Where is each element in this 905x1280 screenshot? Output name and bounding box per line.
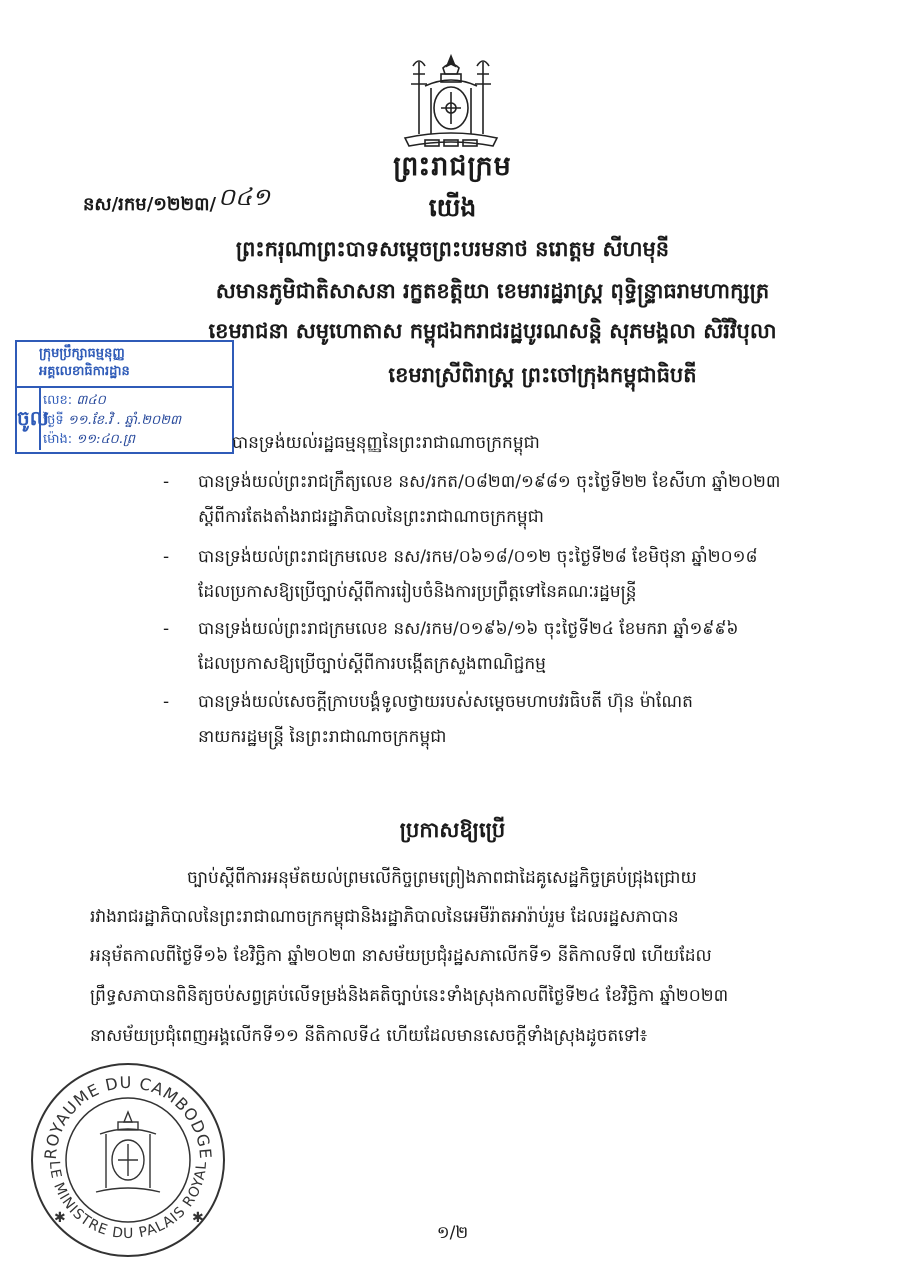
stamp-date-label: ថ្ងៃទី	[43, 413, 64, 428]
stamp-date-value: ១១.ខែ.វិ . ឆ្នាំ.២០២៣	[67, 413, 182, 428]
stamp-time-row	[43, 431, 135, 450]
king-title-line-1: ព្រះករុណាព្រះបាទសម្ដេចព្រះបរមនាថ នរោត្ដម សីហមុនី	[235, 237, 670, 261]
page-number: ១/២	[436, 1223, 469, 1243]
reference-number: នស/រកម/១២២៣/	[83, 194, 217, 215]
stamp-header-line-1: ក្រុមប្រឹក្សាធម្មនុញ្ញ	[39, 346, 125, 361]
stamp-date-row	[43, 412, 181, 431]
visa-line-1: បានទ្រង់យល់សេចក្តីក្រាបបង្គំទូលថ្វាយរបស់សម្តេចមហាបវរធិបតី ហ៊ុន ម៉ាណែត	[198, 692, 693, 712]
visa-dash: -	[163, 472, 170, 492]
visa-dash: -	[163, 619, 170, 639]
stamp-header	[17, 342, 232, 388]
stamp-time-label: ម៉ោង:	[43, 432, 73, 447]
stamp-time-value: ១១:៤០.ព្រ	[76, 432, 136, 447]
visa-line-1: បានទ្រង់យល់ព្រះរាជក្រមលេខ នស/រកម/០៦១៨/០១២ ចុះថ្ងៃទី២៨ ខែមិថុនា ឆ្នាំ២០១៨	[198, 547, 758, 567]
visa-line-1: បានទ្រង់យល់ព្រះរាជក្រឹត្យលេខ នស/រកត/០៨២៣/១៩៨១ ចុះថ្ងៃទី២២ ខែសីហា ឆ្នាំ២០២៣	[198, 472, 781, 492]
visa-line-1: បានទ្រង់យល់ព្រះរាជក្រមលេខ នស/រកម/០១៩៦/១៦ ចុះថ្ងៃទី២៤ ខែមករា ឆ្នាំ១៩៩៦	[198, 619, 739, 639]
visa-line-2: ស្តីពីការតែងតាំងរាជរដ្ឋាភិបាលនៃព្រះរាជាណាចក្រកម្ពុជា	[198, 507, 544, 527]
seal-text-top: ROYAUME DU CAMBODGE	[40, 1072, 216, 1161]
visa-constitution: បានទ្រង់យល់រដ្ឋធម្មនុញ្ញនៃព្រះរាជាណាចក្រកម្ពុជា	[232, 433, 540, 453]
stamp-number-row	[43, 392, 106, 411]
reference-handwritten-number: ០៤១	[218, 183, 271, 211]
seal-emblem-icon	[96, 1112, 160, 1192]
svg-text:✱: ✱	[54, 1210, 66, 1226]
decree-title: ព្រះរាជក្រម	[393, 151, 512, 182]
registration-stamp	[15, 340, 234, 454]
visa-line-2: នាយករដ្ឋមន្ត្រី នៃព្រះរាជាណាចក្រកម្ពុជា	[198, 727, 447, 747]
proclamation-line: ច្បាប់ស្តីពីការអនុម័តយល់ព្រមលើកិច្ចព្រមព្រៀងភាពជាដៃគូសេដ្ឋកិច្ចគ្រប់ជ្រុងជ្រោយ	[187, 868, 697, 888]
king-title-line-2: សមានភូមិជាតិសាសនា រក្ខតខត្តិយា ខេមរារដ្ឋរាស្ដ្រ ពុទ្ធិន្ទ្រាធរាមហាក្សត្រ	[215, 279, 770, 303]
royal-emblem-icon	[395, 52, 507, 152]
visa-line-2: ដែលប្រកាសឱ្យប្រើច្បាប់ស្តីពីការបង្កើតក្រសួងពាណិជ្ជកម្ម	[198, 654, 546, 674]
visa-dash: -	[163, 692, 170, 712]
seal-text-bottom: LE MINISTRE DU PALAIS ROYAL	[45, 1160, 211, 1243]
proclamation-line: នាសម័យប្រជុំពេញអង្គលើកទី១១ នីតិកាលទី៤ ហើយដែលមានសេចក្តីទាំងស្រុងដូចតទៅ៖	[90, 1026, 648, 1046]
stamp-header-line-2: អគ្គលេខាធិការដ្ឋាន	[39, 364, 130, 379]
stamp-side-label: ចូល	[17, 388, 41, 450]
visa-line-2: ដែលប្រកាសឱ្យប្រើច្បាប់ស្តីពីការរៀបចំនិងការប្រព្រឹត្តទៅនៃគណៈរដ្ឋមន្ត្រី	[198, 582, 637, 602]
proclamation-heading: ប្រកាសឱ្យប្រើ	[399, 818, 506, 842]
king-title-line-3: ខេមរាជនា សមូហោតាស កម្ពុជឯករាជរដ្ឋបូរណសន្តិ សុភមង្គលា សិរីវិបុលា	[208, 319, 777, 343]
visa-dash: -	[163, 547, 170, 567]
stamp-number-label: លេខ:	[43, 393, 73, 408]
svg-text:✱: ✱	[192, 1210, 204, 1226]
stamp-number-value: ៣៤០	[76, 393, 106, 408]
proclamation-line: ព្រឹទ្ធសភាបានពិនិត្យចប់សព្វគ្រប់លើទម្រង់និងគតិច្បាប់នេះទាំងស្រុងកាលពីថ្ងៃទី២៤ ខែវិច្ឆិកា ឆ្នាំ២០២៣	[90, 986, 729, 1006]
king-title-line-4: ខេមរាស្រីពិរាស្ដ្រ ព្រះចៅក្រុងកម្ពុជាធិបតី	[388, 363, 697, 387]
proclamation-line: អនុម័តកាលពីថ្ងៃទី១៦ ខែវិច្ឆិកា ឆ្នាំ២០២៣ នាសម័យប្រជុំរដ្ឋសភាលើកទី១ នីតិកាលទី៧ ហើយដែល	[90, 946, 712, 966]
proclamation-line: រវាងរាជរដ្ឋាភិបាលនៃព្រះរាជាណាចក្រកម្ពុជានិងរដ្ឋាភិបាលនៃអេមីរ៉ាតអារ៉ាប់រួម ដែលរដ្ឋសភាបាន	[90, 907, 679, 927]
we-heading: យើង	[428, 193, 477, 222]
